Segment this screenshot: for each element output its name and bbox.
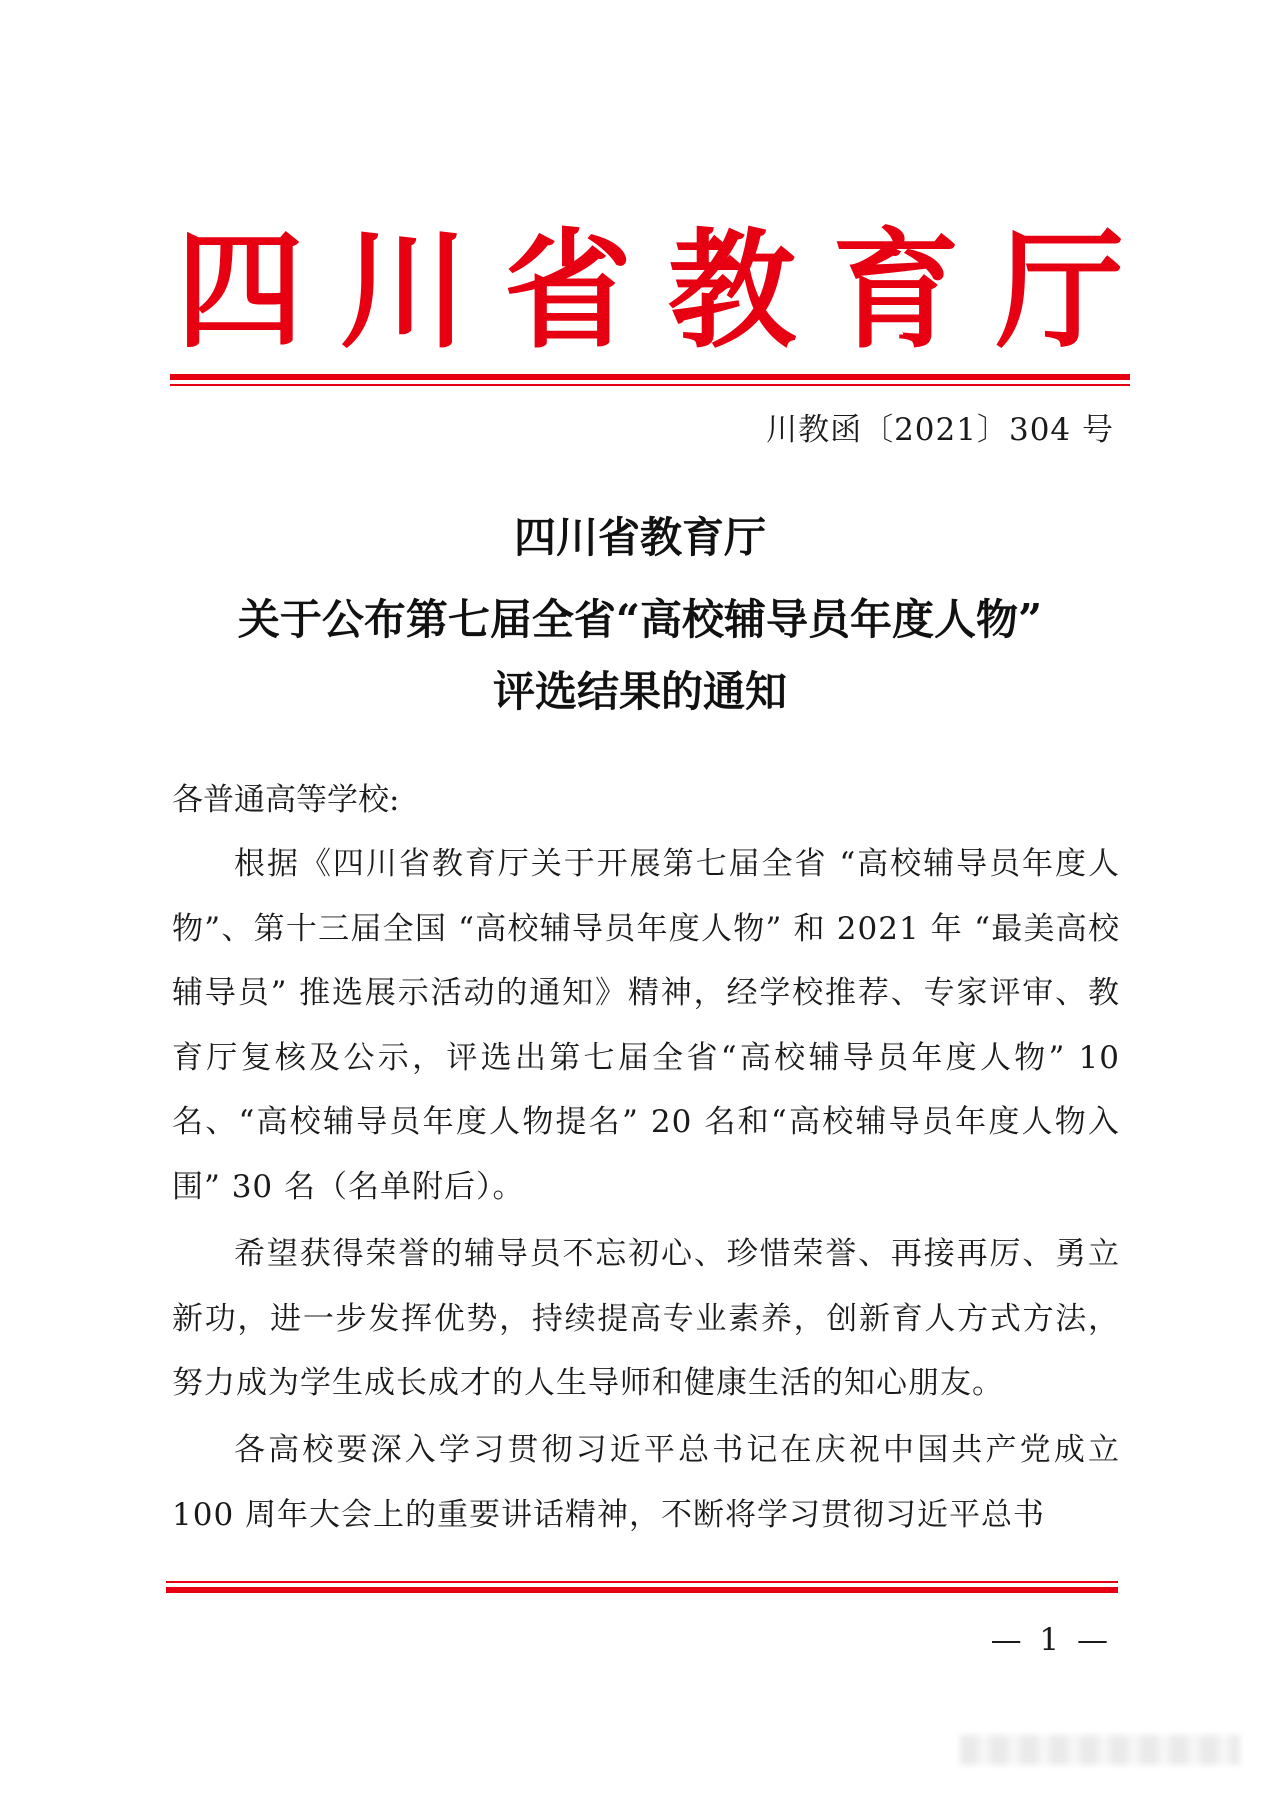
document-number: 川教函〔2021〕304 号 (766, 412, 1114, 448)
red-divider-top-thick (170, 374, 1130, 380)
masthead-char: 省 (503, 217, 632, 366)
masthead-char: 厅 (995, 217, 1124, 366)
red-divider-bottom-thin (166, 1581, 1118, 1583)
masthead-char: 川 (339, 217, 468, 366)
title-line-2: 关于公布第七届全省“高校辅导员年度人物” (237, 595, 1043, 644)
title-line-1: 四川省教育厅 (513, 513, 766, 562)
body-paragraph-3: 各高校要深入学习贯彻习近平总书记在庆祝中国共产党成立 100 周年大会上的重要讲话精神，不断将学习贯彻习近平总书 (172, 1432, 1120, 1533)
masthead-char: 四 (175, 217, 304, 366)
body-paragraph-1: 根据《四川省教育厅关于开展第七届全省 “高校辅导员年度人物”、第十三届全国 “高校辅导员年度人物” 和 2021 年 “最美高校辅导员” 推选展示活动的通知》精神，经学校推荐、专家评审、教育厅复核及公示，评选出第七届全省“高校辅导员年度人物” 10 名、“高校辅导员年度人物提名” 20 名和“高校辅导员年度人物入围” 30 名（名单附后）。 (172, 846, 1120, 1205)
title-line-3: 评选结果的通知 (492, 667, 787, 716)
blurred-watermark (960, 1735, 1240, 1765)
red-divider-top-thin (170, 384, 1130, 386)
masthead-char: 育 (831, 217, 960, 366)
salutation: 各普通高等学校: (172, 782, 400, 818)
body-paragraph-2: 希望获得荣誉的辅导员不忘初心、珍惜荣誉、再接再厉、勇立新功，进一步发挥优势，持续提高专业素养，创新育人方式方法，努力成为学生成长成才的人生导师和健康生活的知心朋友。 (172, 1236, 1120, 1402)
masthead-char: 教 (667, 217, 796, 366)
red-divider-bottom-thick (166, 1587, 1118, 1593)
masthead-agency-name (170, 217, 1130, 366)
page-number: — 1 — (990, 1622, 1112, 1658)
